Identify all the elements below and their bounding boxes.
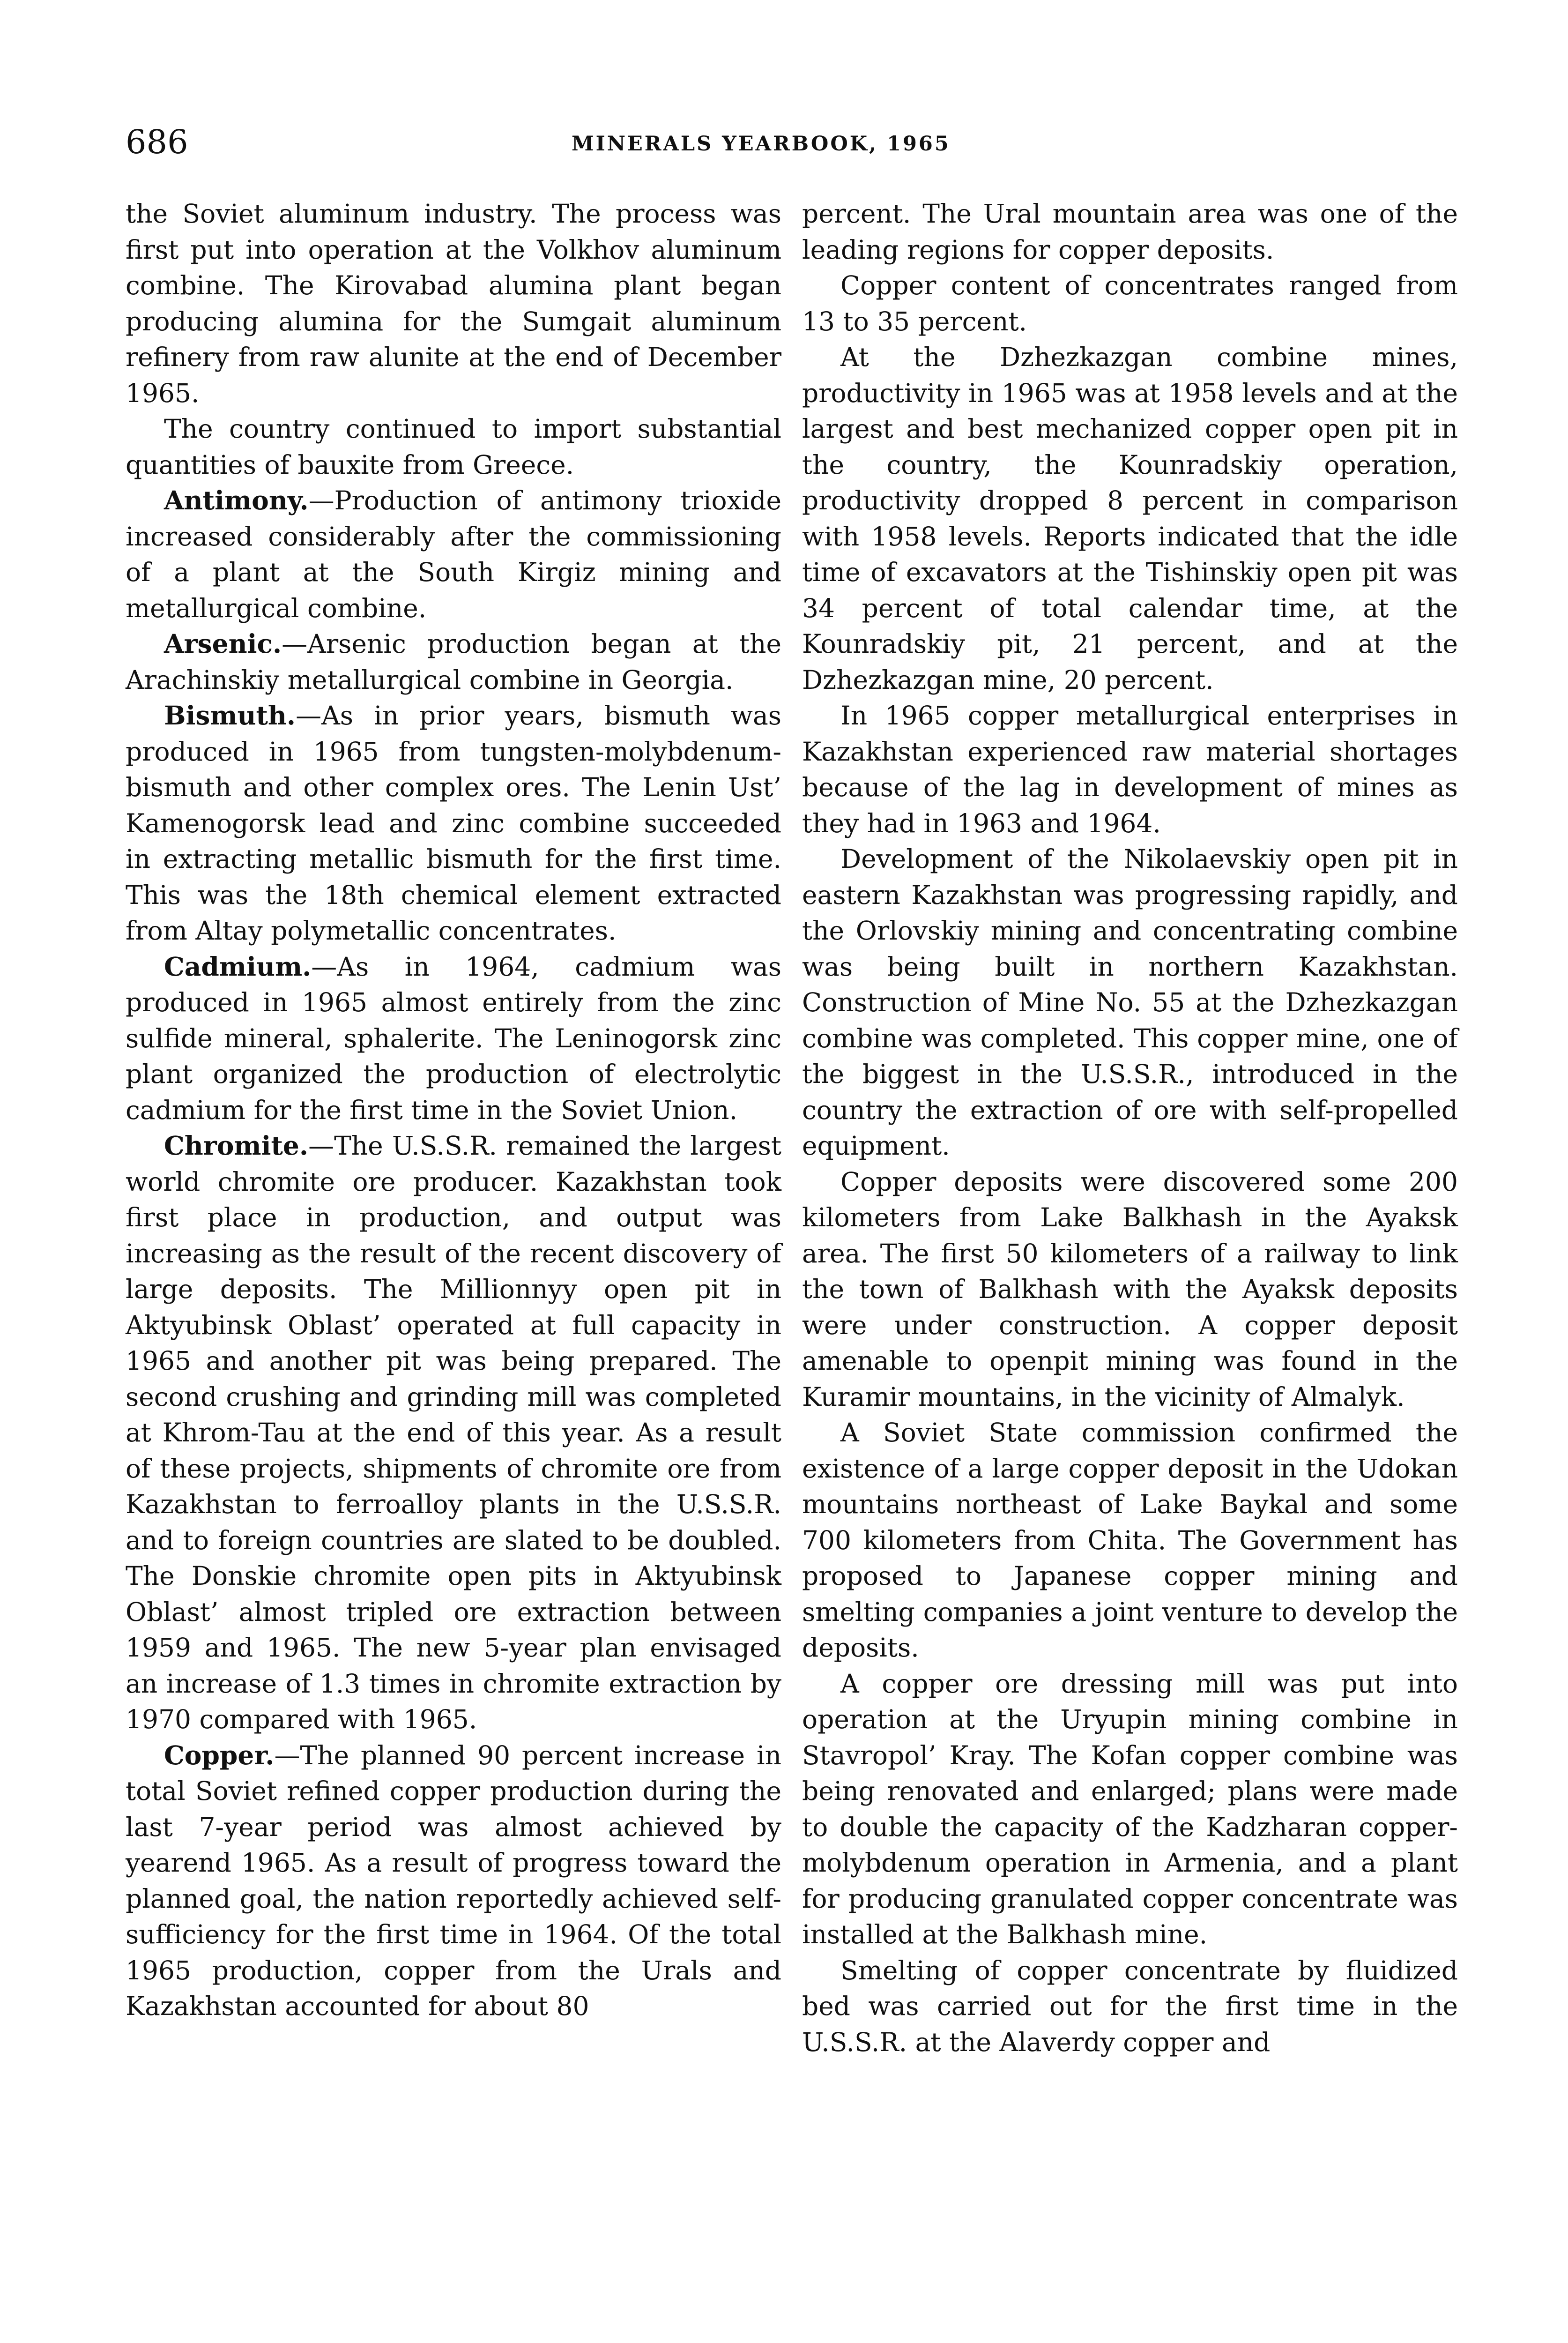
paragraph-lead: Arsenic. (164, 628, 282, 659)
paragraph-text: the Soviet aluminum industry. The process was first put into operation at the Volkhov aluminum combine. The Kirovabad alumina plant began producing alumina for the Sumgait aluminum refinery from raw alunite at the end of December 1965. (126, 199, 781, 408)
paragraph (126, 196, 781, 411)
paragraph: Smelting of copper concentrate by fluidized bed was carried out for the first time in the U.S.S.R. at the Alaverdy copper and (802, 1955, 1458, 2057)
left-column (126, 196, 781, 2024)
paragraph-text: —Arsenic production began at the Arachinskiy metallurgical combine in Georgia. (126, 629, 781, 695)
paragraph-bismuth (126, 698, 781, 949)
running-title: MINERALS YEARBOOK, 1965 (572, 132, 951, 156)
paragraph: Copper content of concentrates ranged from 13 to 35 percent. (802, 270, 1458, 336)
right-column (802, 196, 1458, 2060)
paragraph-chromite (126, 1128, 781, 1738)
paragraph: Development of the Nikolaevskiy open pit in eastern Kazakhstan was progressing rapidly, and the Orlovskiy mining and concentrating combine was being built in northern Kazakhstan. Construction of Mine No. 55 at the Dzhezkazgan combine was completed. This copper mine, one of the biggest in the U.S.S.R., introduced in the country the extraction of ore with self-propelled equipment. (802, 844, 1458, 1161)
paragraph-lead: Antimony. (164, 485, 309, 515)
paragraph: A Soviet State commission confirmed the existence of a large copper deposit in the Udokan mountains northeast of Lake Baykal and some 700 kilometers from Chita. The Government has proposed to Japanese copper mining and smelting companies a joint venture to develop the deposits. (802, 1418, 1458, 1663)
paragraph-copper (126, 1738, 781, 2024)
paragraph: In 1965 copper metallurgical enterprises in Kazakhstan experienced raw material shortages because of the lag in development of mines as they had in 1963 and 1964. (802, 701, 1458, 838)
paragraph-cadmium (126, 949, 781, 1128)
paragraph: Copper deposits were discovered some 200 kilometers from Lake Balkhash in the Ayaksk area. The first 50 kilometers of a railway to link the town of Balkhash with the Ayaksk deposits were under construction. A copper deposit amenable to openpit mining was found in the Kuramir mountains, in the vicinity of Almalyk. (802, 1166, 1458, 1412)
paragraph-text: The country continued to import substantial quantities of bauxite from Greece. (126, 414, 781, 480)
paragraph-lead: Cadmium. (164, 951, 312, 982)
paragraph-text: —The U.S.S.R. remained the largest world chromite ore producer. Kazakhstan took first place in production, and output was increasing as the result of the recent discovery of large deposits. The Millionnyy open pit in Aktyubinsk Oblast’ operated at full capacity in 1965 and another pit was being prepared. The second crushing and grinding mill was completed at Khrom-Tau at the end of this year. As a result of these projects, shipments of chromite ore from Kazakhstan to ferroalloy plants in the U.S.S.R. and to foreign countries are slated to be doubled. The Donskie chromite open pits in Aktyubinsk Oblast’ almost tripled ore extraction between 1959 and 1965. The new 5-year plan envisaged an increase of 1.3 times in chromite extraction by 1970 compared with 1965. (126, 1131, 781, 1734)
paragraph-text: —As in 1964, cadmium was produced in 1965 almost entirely from the zinc sulfide mineral, sphalerite. The Leninogorsk zinc plant organized the production of electrolytic cadmium for the first time in the Soviet Union. (126, 951, 781, 1125)
paragraph-arsenic (126, 626, 781, 698)
paragraph-lead: Chromite. (164, 1130, 309, 1161)
paragraph-text: —The planned 90 percent increase in total Soviet refined copper production during the last 7-year period was almost achieved by yearend 1965. As a result of progress toward the planned goal, the nation reportedly achieved self-sufficiency for the first time in 1964. Of the total 1965 production, copper from the Urals and Kazakhstan accounted for about 80 (126, 1740, 781, 2021)
paragraph-antimony (126, 483, 781, 626)
paragraph-lead: Copper. (164, 1739, 275, 1770)
paragraph-text: —Production of antimony trioxide increased considerably after the commissioning of a plant at the South Kirgiz mining and metallurgical combine. (126, 485, 781, 623)
paragraph: percent. The Ural mountain area was one of the leading regions for copper deposits. (802, 199, 1458, 265)
paragraph: At the Dzhezkazgan combine mines, productivity in 1965 was at 1958 levels and at the largest and best mechanized copper open pit in the country, the Kounradskiy operation, productivity dropped 8 percent in comparison with 1958 levels. Reports indicated that the idle time of excavators at the Tishinskiy open pit was 34 percent of total calendar time, at the Kounradskiy pit, 21 percent, and at the Dzhezkazgan mine, 20 percent. (802, 342, 1458, 695)
paragraph: A copper ore dressing mill was put into operation at the Uryupin mining combine in Stavropol’ Kray. The Kofan copper combine was being renovated and enlarged; plans were made to double the capacity of the Kadzharan copper-molybdenum operation in Armenia, and a plant for producing granulated copper concentrate was installed at the Balkhash mine. (802, 1668, 1458, 1949)
paragraph-lead: Bismuth. (164, 700, 296, 731)
page-number: 686 (126, 123, 188, 161)
paragraph-text: —As in prior years, bismuth was produced in 1965 from tungsten-molybdenum-bismuth and other complex ores. The Lenin Ust’ Kamenogorsk lead and zinc combine succeeded in extracting metallic bismuth for the first time. This was the 18th chemical element extracted from Altay polymetallic concentrates. (126, 701, 781, 946)
paragraph (126, 411, 781, 483)
